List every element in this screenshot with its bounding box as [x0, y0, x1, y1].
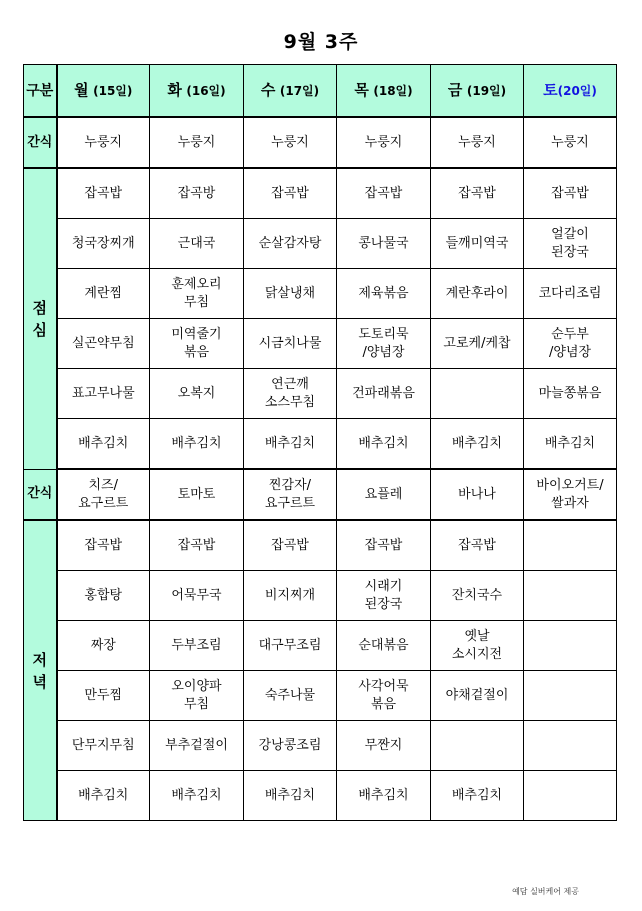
menu-cell: 배추김치 [337, 419, 431, 470]
menu-cell: 잡곡밥 [431, 168, 524, 219]
menu-cell: 근대국 [150, 219, 244, 269]
menu-cell: 배추김치 [150, 419, 244, 470]
menu-cell: 훈제오리 무침 [150, 269, 244, 319]
menu-cell: 잡곡밥 [337, 520, 431, 571]
provider-credit: 예담 실버케어 제공 [512, 887, 579, 896]
menu-cell: 청국장찌개 [57, 219, 150, 269]
menu-cell [524, 621, 617, 671]
menu-cell: 야채겉절이 [431, 671, 524, 721]
menu-cell: 두부조림 [150, 621, 244, 671]
menu-cell: 홍합탕 [57, 571, 150, 621]
menu-cell: 비지찌개 [244, 571, 337, 621]
lunch-row [24, 319, 617, 369]
menu-cell: 만두찜 [57, 671, 150, 721]
menu-cell: 강낭콩조림 [244, 721, 337, 771]
menu-cell: 콩나물국 [337, 219, 431, 269]
header-row [24, 65, 617, 118]
menu-cell: 제육볶음 [337, 269, 431, 319]
menu-cell: 얼갈이 된장국 [524, 219, 617, 269]
menu-cell [524, 771, 617, 821]
header-label: 구분 [24, 65, 57, 118]
header-day: 금 (19일) [431, 65, 524, 118]
menu-cell: 잔치국수 [431, 571, 524, 621]
menu-cell: 잡곡밥 [244, 520, 337, 571]
dinner-row [24, 571, 617, 621]
menu-cell: 찐감자/ 요구르트 [244, 469, 337, 520]
menu-cell: 오이양파 무침 [150, 671, 244, 721]
header-day: 화 (16일) [150, 65, 244, 118]
menu-cell: 표고무나물 [57, 369, 150, 419]
menu-cell: 바나나 [431, 469, 524, 520]
lunch-label: 점 심 [24, 168, 57, 469]
menu-cell: 잡곡밥 [57, 168, 150, 219]
menu-cell [431, 369, 524, 419]
menu-cell: 배추김치 [431, 771, 524, 821]
menu-cell: 마늘쫑볶음 [524, 369, 617, 419]
menu-cell: 순대볶음 [337, 621, 431, 671]
menu-cell: 바이오거트/ 쌀과자 [524, 469, 617, 520]
afternoon-snack-row [24, 469, 617, 520]
menu-cell: 누룽지 [244, 117, 337, 168]
dinner-row [24, 721, 617, 771]
menu-cell: 무짠지 [337, 721, 431, 771]
menu-cell: 건파래볶음 [337, 369, 431, 419]
menu-cell: 잡곡방 [150, 168, 244, 219]
menu-cell: 미역줄기 볶음 [150, 319, 244, 369]
menu-cell: 누룽지 [57, 117, 150, 168]
menu-cell [524, 571, 617, 621]
menu-cell: 어묵무국 [150, 571, 244, 621]
menu-cell: 옛날 소시지전 [431, 621, 524, 671]
menu-cell: 배추김치 [524, 419, 617, 470]
menu-cell: 토마토 [150, 469, 244, 520]
menu-cell: 배추김치 [337, 771, 431, 821]
menu-cell: 배추김치 [244, 771, 337, 821]
menu-cell: 배추김치 [57, 419, 150, 470]
morning-snack-row [24, 117, 617, 168]
menu-cell: 실곤약무침 [57, 319, 150, 369]
menu-cell: 잡곡밥 [524, 168, 617, 219]
menu-cell: 계란후라이 [431, 269, 524, 319]
dinner-row [24, 520, 617, 571]
menu-cell: 잡곡밥 [150, 520, 244, 571]
menu-cell: 오복지 [150, 369, 244, 419]
menu-cell: 코다리조림 [524, 269, 617, 319]
lunch-row [24, 369, 617, 419]
menu-cell: 도토리묵 /양념장 [337, 319, 431, 369]
menu-cell: 짜장 [57, 621, 150, 671]
menu-cell: 누룽지 [524, 117, 617, 168]
header-day: 월 (15일) [57, 65, 150, 118]
menu-cell: 들깨미역국 [431, 219, 524, 269]
menu-cell: 잡곡밥 [337, 168, 431, 219]
dinner-label: 저 녁 [24, 520, 57, 821]
menu-cell: 누룽지 [150, 117, 244, 168]
page-title: 9월 3주 [283, 31, 359, 53]
menu-cell: 닭살냉채 [244, 269, 337, 319]
menu-cell: 누룽지 [337, 117, 431, 168]
dinner-row [24, 671, 617, 721]
menu-cell: 배추김치 [431, 419, 524, 470]
menu-cell [524, 671, 617, 721]
lunch-row [24, 419, 617, 470]
morning-snack-label: 간식 [24, 117, 57, 168]
lunch-row [24, 168, 617, 219]
menu-cell: 계란찜 [57, 269, 150, 319]
menu-cell: 시금치나물 [244, 319, 337, 369]
menu-cell: 순두부 /양념장 [524, 319, 617, 369]
menu-cell: 대구무조림 [244, 621, 337, 671]
dinner-row [24, 771, 617, 821]
menu-cell [431, 721, 524, 771]
menu-cell: 배추김치 [244, 419, 337, 470]
menu-cell [524, 520, 617, 571]
menu-cell: 고로케/케찹 [431, 319, 524, 369]
header-day: 목 (18일) [337, 65, 431, 118]
header-day-saturday: 토(20일) [524, 65, 617, 118]
menu-cell: 단무지무침 [57, 721, 150, 771]
menu-cell: 잡곡밥 [244, 168, 337, 219]
menu-cell: 순살감자탕 [244, 219, 337, 269]
menu-cell: 배추김치 [150, 771, 244, 821]
lunch-row [24, 269, 617, 319]
menu-cell: 사각어묵 볶음 [337, 671, 431, 721]
lunch-row [24, 219, 617, 269]
menu-cell: 치즈/ 요구르트 [57, 469, 150, 520]
menu-cell [524, 721, 617, 771]
menu-cell: 시래기 된장국 [337, 571, 431, 621]
header-day: 수 (17일) [244, 65, 337, 118]
weekly-menu-table [23, 64, 617, 821]
menu-cell: 누룽지 [431, 117, 524, 168]
menu-cell: 숙주나물 [244, 671, 337, 721]
dinner-row [24, 621, 617, 671]
afternoon-snack-label: 간식 [24, 469, 57, 520]
menu-cell: 부추겉절이 [150, 721, 244, 771]
menu-cell: 배추김치 [57, 771, 150, 821]
menu-cell: 요플레 [337, 469, 431, 520]
menu-cell: 잡곡밥 [57, 520, 150, 571]
menu-cell: 잡곡밥 [431, 520, 524, 571]
menu-cell: 연근깨 소스무침 [244, 369, 337, 419]
